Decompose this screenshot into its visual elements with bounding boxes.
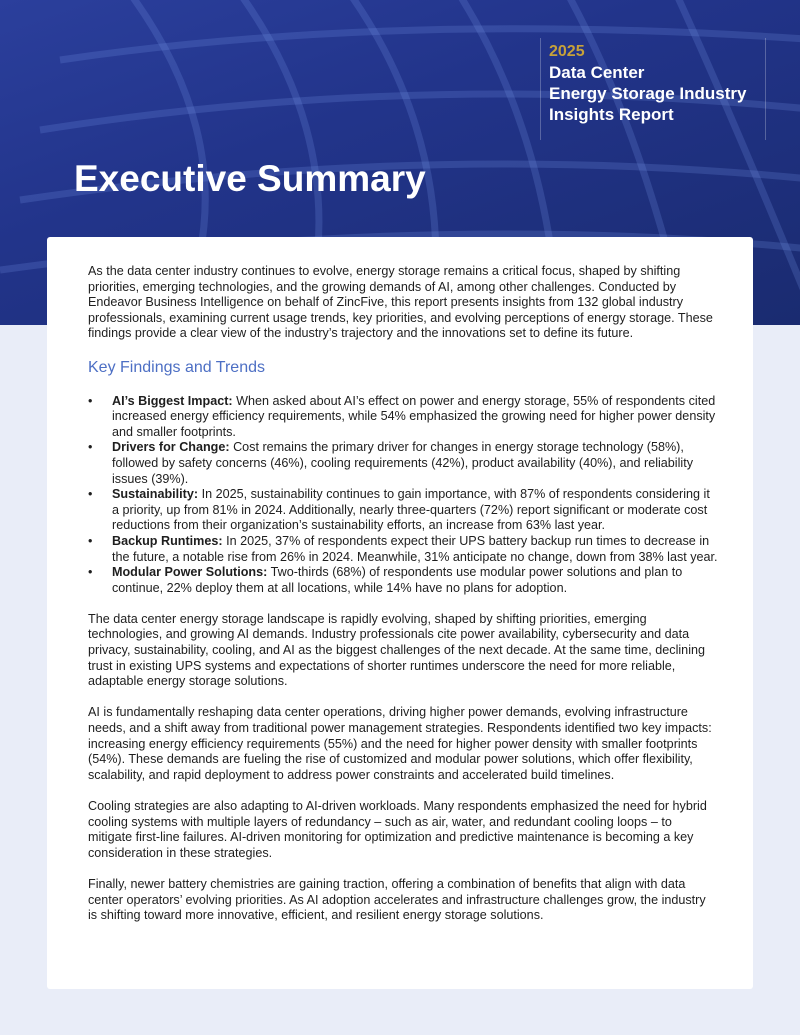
finding-text: When asked about AI’s effect on power and energy storage, 55% of respondents cited increased energy efficiency requirements, while 54% emphasized the growing need for higher power density and smaller footprints.	[112, 393, 716, 439]
content-card	[47, 237, 753, 989]
intro-paragraph: As the data center industry continues to evolve, energy storage remains a critical focus, shaped by shifting priorities, emerging technologies, and the growing demands of AI, among other challenges. Conducted by Endeavor Business Intelligence on behalf of ZincFive, this report presents insights from 132 global industry professionals, examining current usage trends, key priorities, and evolving perceptions of energy storage. These findings provide a clear view of the industry’s trajectory and the innovations set to define its future.	[88, 264, 713, 341]
finding-title: Backup Runtimes:	[112, 533, 223, 548]
finding-item	[88, 534, 718, 565]
report-title-line: Insights Report	[549, 105, 674, 124]
report-title-line: Energy Storage Industry	[549, 84, 747, 103]
finding-item	[88, 487, 718, 534]
body-paragraph: The data center energy storage landscape is rapidly evolving, shaped by shifting priorities, emerging technologies, and growing AI demands. Industry professionals cite power availability, cybersecurity and data privacy, sustainability, cooling, and AI as the biggest challenges of the next decade. At the same time, declining trust in existing UPS systems and expectations of shorter runtimes underscore the need for more reliable, adaptable energy storage solutions.	[88, 611, 705, 689]
finding-title: Drivers for Change:	[112, 440, 230, 455]
finding-text: Two-thirds (68%) of respondents use modular power solutions and plan to continue, 22% deploy them at all locations, while 14% have no plans for adoption.	[112, 565, 683, 595]
body-paragraph: Finally, newer battery chemistries are gaining traction, offering a combination of benefits that align with data center operators’ evolving priorities. As AI adoption accelerates and infrastructure challenges grow, the industry is shifting toward more innovative, efficient, and resilient energy storage solutions.	[88, 876, 706, 923]
findings-heading: Key Findings and Trends	[88, 358, 265, 376]
page-title: Executive Summary	[74, 158, 426, 199]
report-year: 2025	[549, 43, 585, 60]
finding-title: Sustainability:	[112, 487, 199, 502]
content-body	[88, 264, 718, 939]
finding-text: In 2025, sustainability continues to gain importance, with 87% of respondents considering it a priority, up from 81% in 2024. Additionally, nearly three-quarters (72%) report significant or moderate cost reductions from their organization’s sustainability efforts, an increase from 63% last year.	[112, 487, 710, 533]
report-title	[549, 62, 765, 125]
finding-item	[88, 394, 718, 441]
body-paragraph: AI is fundamentally reshaping data center operations, driving higher power demands, evolving infrastructure needs, and a shift away from traditional power management strategies. Respondents identified two key impacts: increasing energy efficiency requirements (55%) and the need for higher power density with smaller footprints (54%). These demands are fueling the rise of customized and modular power solutions, which offer flexibility, scalability, and rapid deployment to address power constraints and accelerated build timelines.	[88, 705, 712, 782]
report-title-block	[540, 38, 766, 140]
finding-text: In 2025, 37% of respondents expect their UPS battery backup run times to decrease in the future, a notable rise from 26% in 2024. Meanwhile, 31% anticipate no change, down from 38% last year.	[112, 533, 718, 564]
body-paragraph: Cooling strategies are also adapting to AI-driven workloads. Many respondents emphasized the need for hybrid cooling systems with multiple layers of redundancy – such as air, water, and redundant cooling loops – to mitigate first-line failures. AI-driven monitoring for optimization and predictive maintenance is becoming a key consideration in these strategies.	[88, 799, 707, 860]
report-title-line: Data Center	[549, 63, 645, 82]
finding-title: AI’s Biggest Impact:	[112, 393, 233, 408]
findings-list	[88, 394, 718, 597]
finding-title: Modular Power Solutions:	[112, 565, 268, 580]
finding-text: Cost remains the primary driver for changes in energy storage technology (58%), followed by safety concerns (46%), cooling requirements (42%), product availability (40%), and reliability issues (39%).	[112, 440, 693, 486]
finding-item	[88, 440, 718, 487]
finding-item	[88, 565, 718, 596]
